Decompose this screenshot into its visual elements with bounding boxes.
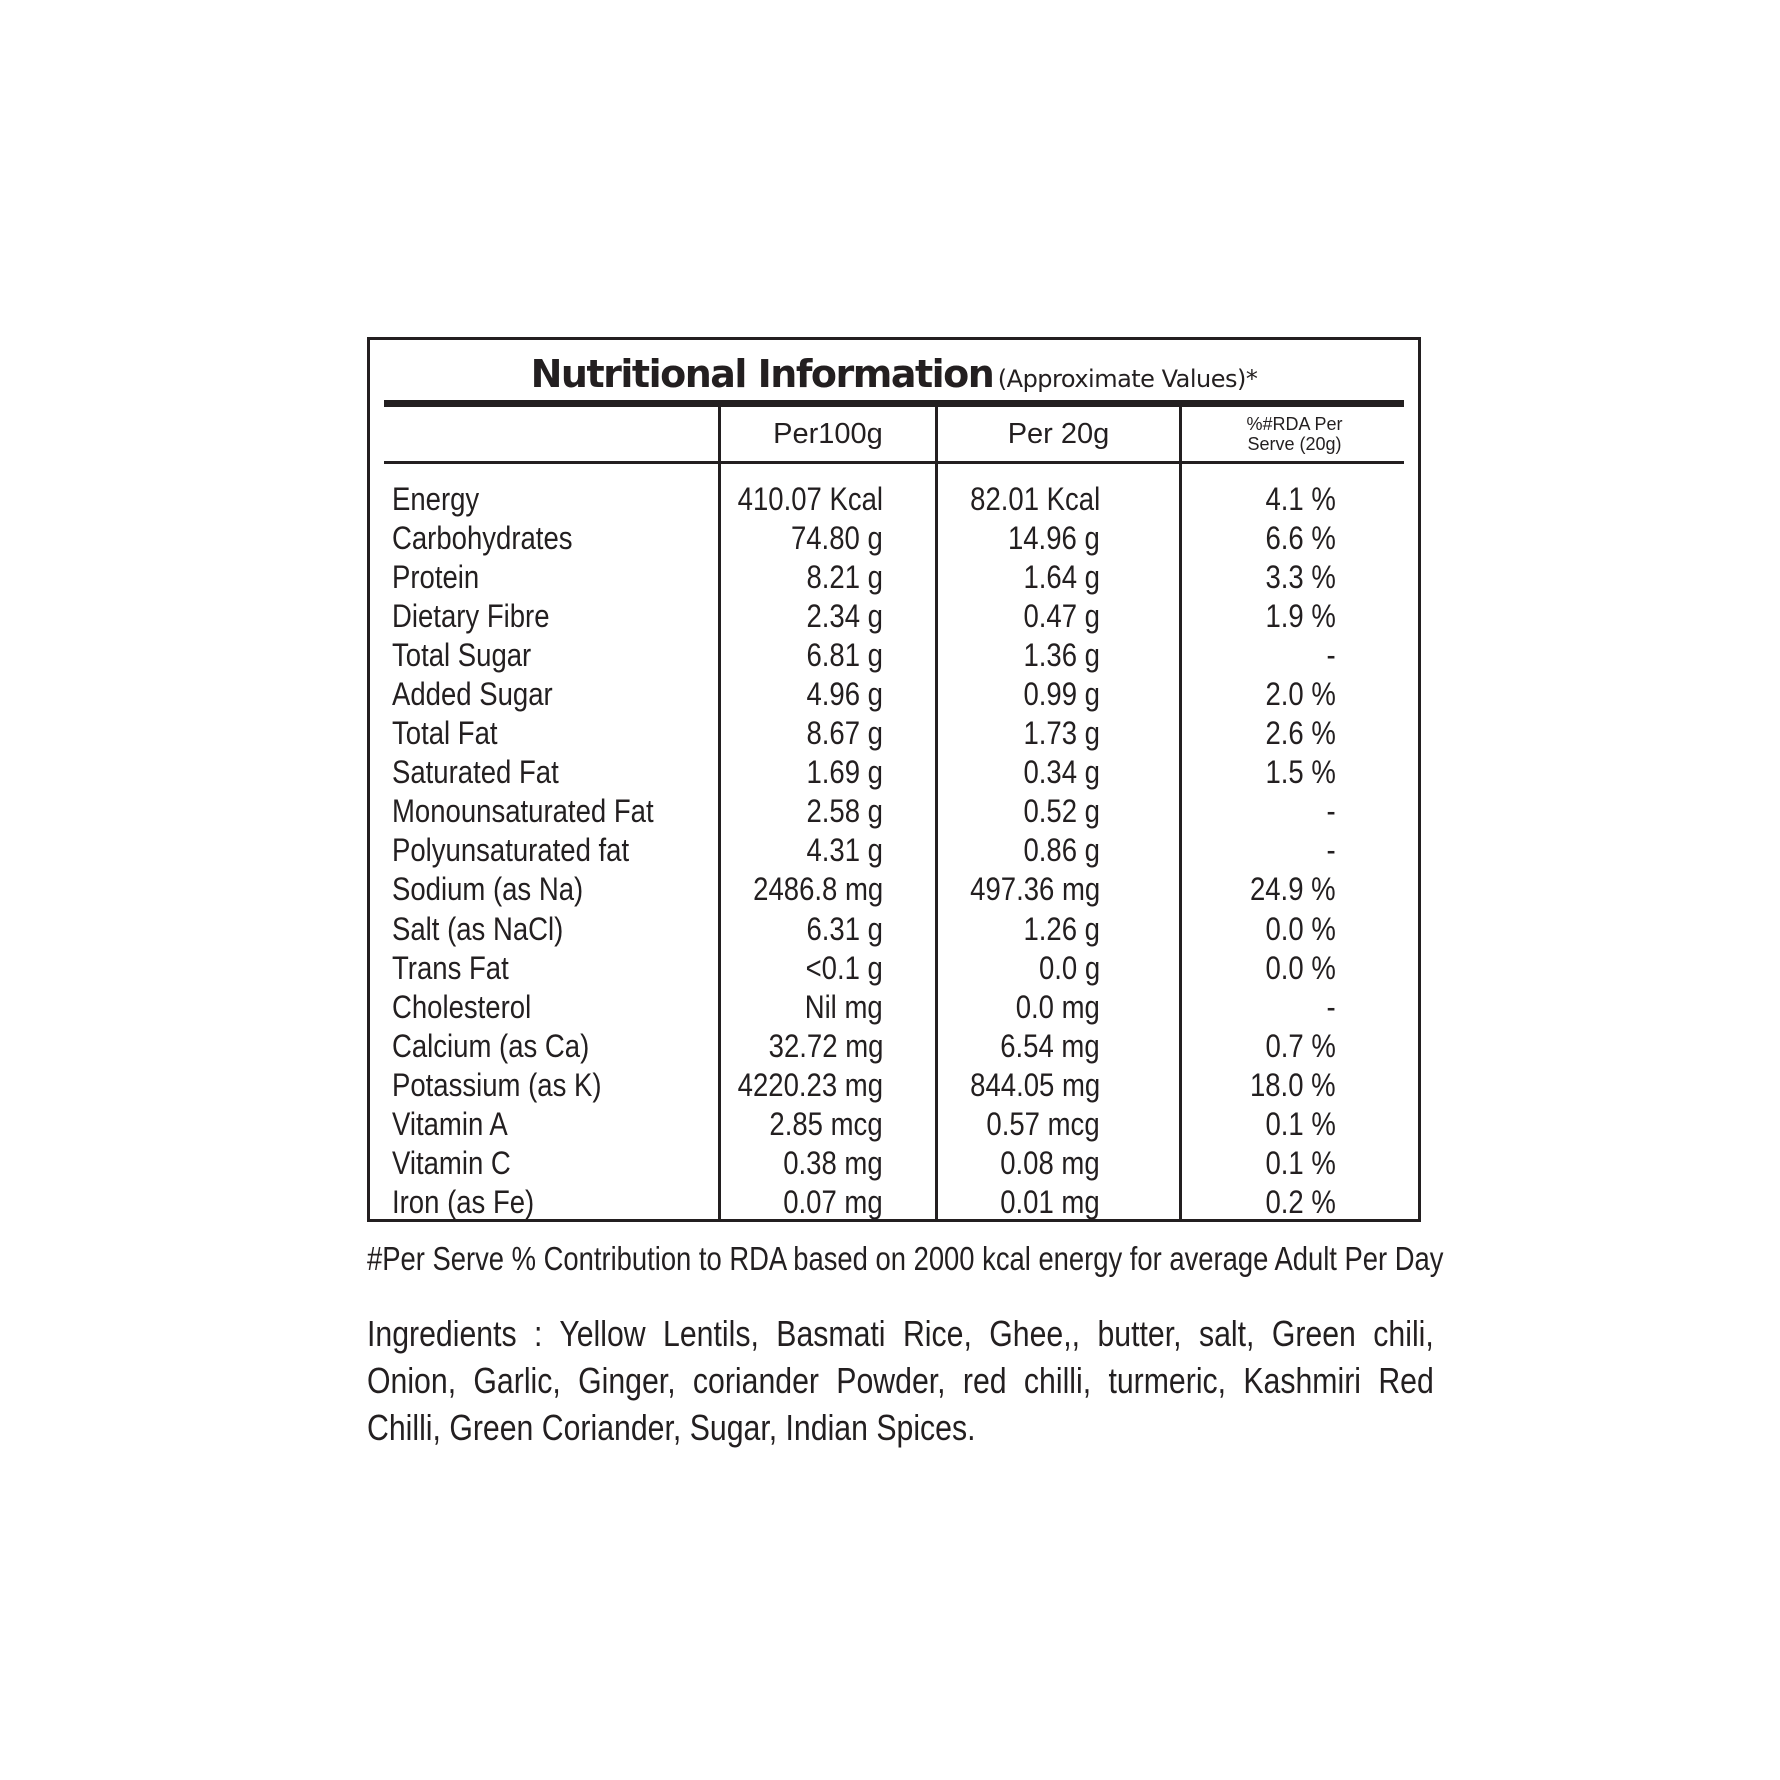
table-row [370,519,1418,558]
value-per20g: 0.99 g [1023,676,1100,713]
value-rda: 1.9 % [1265,598,1336,635]
nutrient-name: Trans Fat [392,949,509,986]
value-per20g: 6.54 mg [1000,1027,1100,1064]
value-per20g: 1.26 g [1023,910,1100,947]
value-rda: 0.1 % [1265,1105,1336,1142]
table-row [370,714,1418,753]
nutrient-name: Energy [392,481,480,517]
value-per100g: 4220.23 mg [737,1066,883,1103]
value-per100g: 74.80 g [791,520,883,557]
value-per100g: 6.81 g [806,637,883,674]
table-row [370,675,1418,714]
value-per20g: 1.64 g [1023,559,1100,596]
value-rda: 3.3 % [1265,559,1336,596]
value-per20g: 0.57 mcg [986,1105,1100,1142]
nutrient-name: Total Sugar [392,637,532,674]
header-rda-line1: %#RDA Per [1246,414,1343,434]
value-per20g: 0.47 g [1023,598,1100,635]
nutrient-name: Iron (as Fe) [392,1183,535,1220]
value-per20g: 0.01 mg [1000,1183,1100,1220]
value-rda: 0.0 % [1265,949,1336,986]
value-rda: 0.0 % [1265,910,1336,947]
value-rda: 6.6 % [1265,520,1336,557]
nutrient-rows [370,480,1418,1222]
table-row [370,1183,1418,1222]
value-per100g: 4.31 g [806,832,883,869]
header-per100g: Per100g [773,417,883,450]
value-per100g: 6.31 g [806,910,883,947]
value-rda: 18.0 % [1250,1066,1336,1103]
value-per100g: 0.38 mg [783,1144,883,1181]
value-rda: 2.0 % [1265,676,1336,713]
nutrient-name: Salt (as NaCl) [392,910,564,947]
nutrient-name: Vitamin A [392,1105,508,1142]
value-rda: 0.2 % [1265,1183,1336,1220]
nutrient-name: Cholesterol [392,988,532,1025]
value-rda: 1.5 % [1265,754,1336,791]
header-rda-line2: Serve (20g) [1247,434,1342,454]
value-per20g: 0.34 g [1023,754,1100,791]
value-per20g: 0.86 g [1023,832,1100,869]
value-per100g: 2486.8 mg [752,871,883,908]
table-row [370,753,1418,792]
table-subtitle: (Approximate Values)* [997,365,1258,393]
value-per20g: 14.96 g [1008,520,1100,557]
nutrition-table [367,337,1421,1222]
value-per100g: Nil mg [805,988,883,1025]
value-rda: - [1326,793,1336,830]
value-rda: 4.1 % [1265,481,1336,517]
value-per100g: 2.34 g [806,598,883,635]
rda-footnote: #Per Serve % Contribution to RDA based on 2000 kcal energy for average Adult Per Day [367,1240,1444,1277]
value-rda: 0.1 % [1265,1144,1336,1181]
table-row [370,597,1418,636]
value-per20g: 0.08 mg [1000,1144,1100,1181]
table-row [370,1027,1418,1066]
nutrient-name: Polyunsaturated fat [392,832,630,869]
value-per20g: 844.05 mg [969,1066,1100,1103]
header-per20g: Per 20g [1007,417,1110,450]
table-row [370,910,1418,949]
value-rda: 0.7 % [1265,1027,1336,1064]
value-per100g: 2.85 mcg [769,1105,883,1142]
value-per20g: 82.01 Kcal [969,481,1100,517]
nutrient-name: Added Sugar [392,676,553,713]
header-divider [384,461,1404,464]
table-row [370,988,1418,1027]
value-rda: - [1326,988,1336,1025]
nutrient-name: Monounsaturated Fat [392,793,654,830]
table-title: Nutritional Information [530,352,994,396]
nutrient-name: Sodium (as Na) [392,871,584,908]
nutrient-name: Vitamin C [392,1144,511,1181]
table-row [370,480,1418,519]
value-per100g: 2.58 g [806,793,883,830]
value-per100g: 8.67 g [806,715,883,752]
table-title-row [370,340,1418,400]
nutrient-name: Carbohydrates [392,520,573,557]
table-row [370,1105,1418,1144]
nutrient-name: Dietary Fibre [392,598,550,635]
nutrient-name: Saturated Fat [392,754,559,791]
table-row [370,831,1418,870]
nutrient-name: Calcium (as Ca) [392,1027,590,1064]
value-per100g: 4.96 g [806,676,883,713]
value-per100g: 8.21 g [806,559,883,596]
value-per100g: 32.72 mg [768,1027,883,1064]
value-per20g: 1.36 g [1023,637,1100,674]
value-per20g: 0.0 g [1038,949,1100,986]
value-rda: - [1326,832,1336,869]
value-per20g: 0.52 g [1023,793,1100,830]
table-row [370,1144,1418,1183]
value-per20g: 497.36 mg [969,871,1100,908]
value-per100g: 0.07 mg [783,1183,883,1220]
value-per100g: <0.1 g [805,949,883,986]
title-divider [384,400,1404,407]
table-row [370,870,1418,909]
table-row [370,558,1418,597]
value-rda: - [1326,637,1336,674]
table-row [370,792,1418,831]
ingredients-text: Ingredients : Yellow Lentils, Basmati Rice, Ghee,, butter, salt, Green chili, Onion, Garlic, Ginger, coriander Powder, red chilli, turmeric, Kashmiri Red Chilli, Green Coriander, Sugar, Indian Spices. [367,1313,1434,1448]
value-per20g: 0.0 mg [1015,988,1100,1025]
nutrient-name: Potassium (as K) [392,1066,602,1103]
table-row [370,636,1418,675]
nutrient-name: Total Fat [392,715,498,752]
header-rda [1182,407,1407,461]
table-row [370,949,1418,988]
table-row [370,1066,1418,1105]
nutrient-name: Protein [392,559,480,596]
value-per20g: 1.73 g [1023,715,1100,752]
value-per100g: 1.69 g [806,754,883,791]
value-rda: 2.6 % [1265,715,1336,752]
value-rda: 24.9 % [1250,871,1336,908]
value-per100g: 410.07 Kcal [737,481,883,517]
